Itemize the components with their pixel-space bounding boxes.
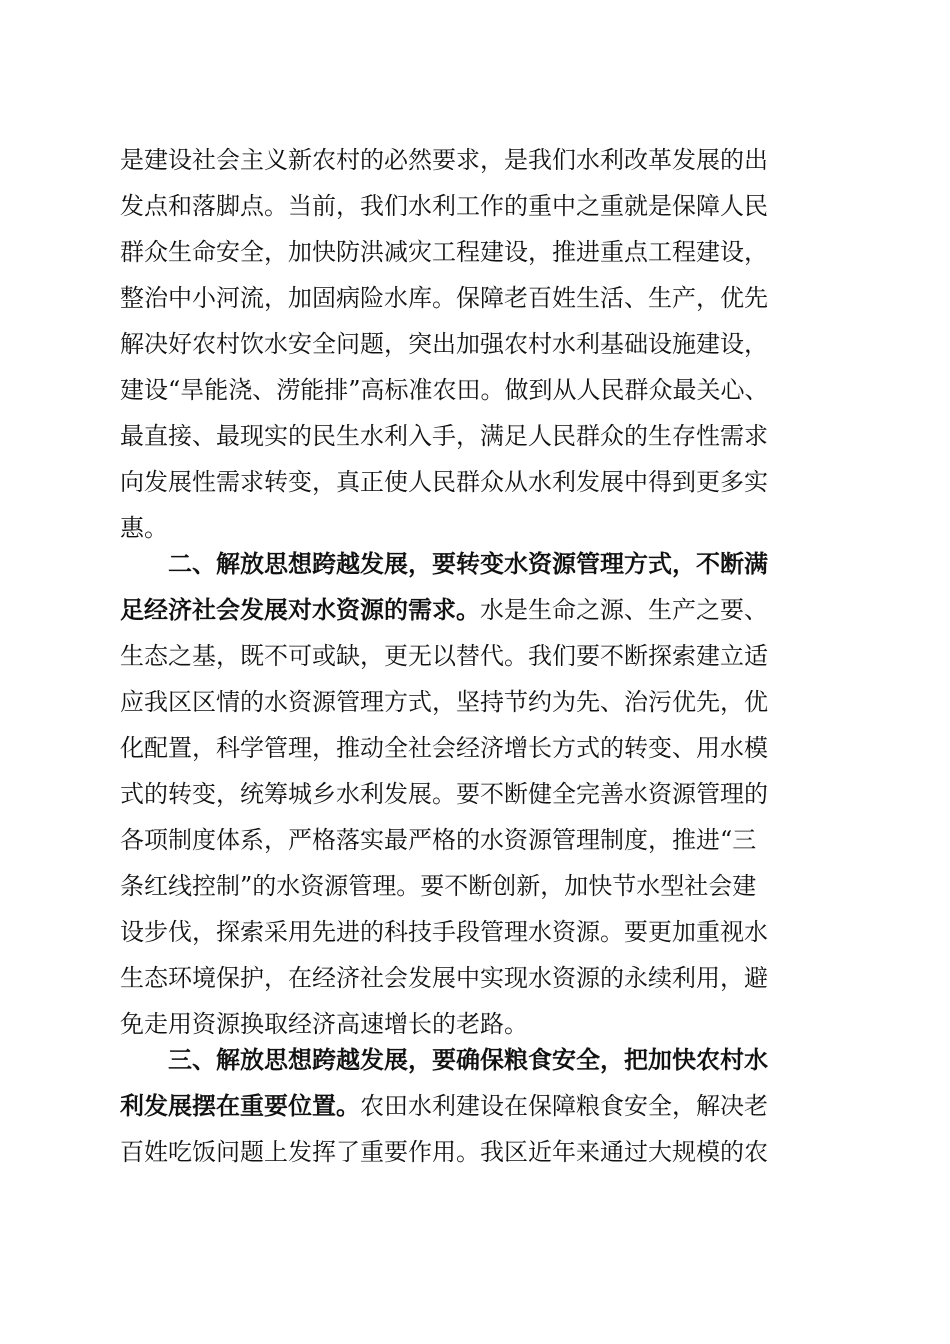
line-text: 应我区区情的水资源管理方式，坚持节约为先、治污优先，优 [120,688,768,716]
text-line [120,1086,768,1126]
section-heading: 足经济社会发展对水资源的需求。 [120,596,480,624]
text-line [120,1132,768,1172]
line-text: 条红线控制”的水资源管理。要不断创新，加快节水型社会建 [120,872,757,900]
text-line [168,1040,768,1080]
text-line [120,416,768,456]
line-text: 整治中小河流，加固病险水库。保障老百姓生活、生产，优先 [120,284,768,312]
text-line [120,636,768,676]
line-text: 建设“旱能浇、涝能排”高标准农田。做到从人民群众最关心、 [120,376,769,404]
text-line [120,508,168,548]
line-text: 生态环境保护，在经济社会发展中实现水资源的永续利用，避 [120,964,768,992]
line-text: 百姓吃饭问题上发挥了重要作用。我区近年来通过大规模的农 [120,1138,768,1166]
text-line [120,140,768,180]
line-text: 生态之基，既不可或缺，更无以替代。我们要不断探索建立适 [120,642,768,670]
text-line [120,278,768,318]
line-text: 化配置，科学管理，推动全社会经济增长方式的转变、用水模 [120,734,768,762]
line-text: 设步伐，探索采用先进的科技手段管理水资源。要更加重视水 [120,918,768,946]
section-heading: 利发展摆在重要位置。 [120,1092,360,1120]
section-heading: 二、解放思想跨越发展，要转变水资源管理方式，不断满 [168,550,768,578]
text-line [120,462,768,502]
text-line [120,1004,528,1044]
line-text: 农田水利建设在保障粮食安全，解决老 [360,1092,768,1120]
text-line [120,912,768,952]
text-line [120,370,769,410]
line-text: 式的转变，统筹城乡水利发展。要不断健全完善水资源管理的 [120,780,768,808]
text-line [120,866,756,906]
line-text: 向发展性需求转变，真正使人民群众从水利发展中得到更多实 [120,468,768,496]
line-text: 解决好农村饮水安全问题，突出加强农村水利基础设施建设， [120,330,768,358]
section-heading: 三、解放思想跨越发展，要确保粮食安全，把加快农村水 [168,1046,768,1074]
text-line [120,958,768,998]
line-text: 惠。 [120,514,168,542]
text-line [120,232,768,272]
text-line [120,682,768,722]
text-line [168,544,768,584]
text-line [120,590,768,630]
text-line [120,728,768,768]
line-text: 是建设社会主义新农村的必然要求，是我们水利改革发展的出 [120,146,768,174]
text-line [120,774,768,814]
text-line [120,820,756,860]
line-text: 水是生命之源、生产之要、 [480,596,768,624]
line-text: 免走用资源换取经济高速增长的老路。 [120,1010,528,1038]
line-text: 最直接、最现实的民生水利入手，满足人民群众的生存性需求 [120,422,768,450]
line-text: 发点和落脚点。当前，我们水利工作的重中之重就是保障人民 [120,192,768,220]
text-line [120,186,768,226]
text-line [120,324,768,364]
line-text: 各项制度体系，严格落实最严格的水资源管理制度，推进“三 [120,826,757,854]
line-text: 群众生命安全，加快防洪减灾工程建设，推进重点工程建设， [120,238,768,266]
